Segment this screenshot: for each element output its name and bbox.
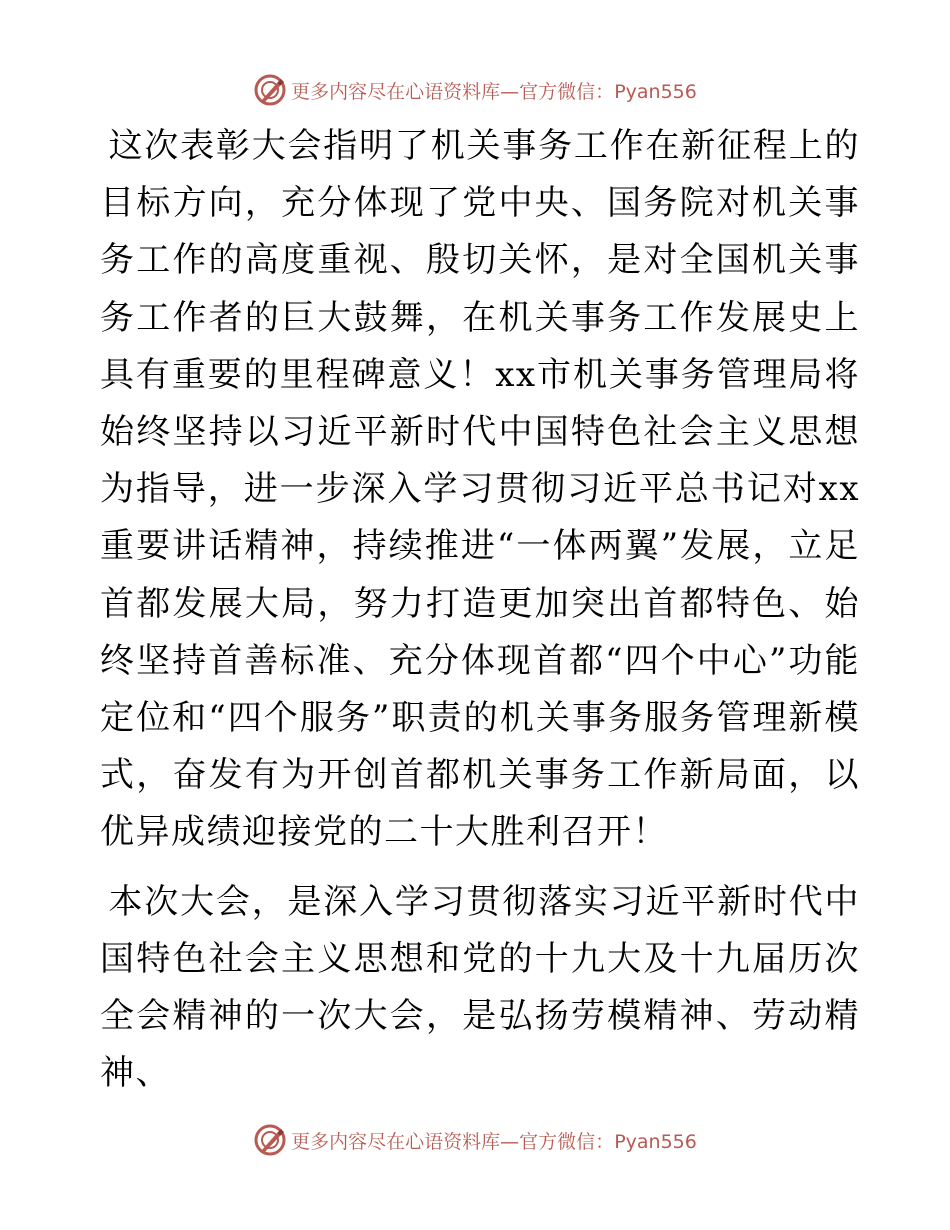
pen-seal-icon	[253, 1123, 287, 1157]
banner-wechat-id: Pyan556	[614, 80, 697, 103]
banner-text	[291, 1127, 697, 1154]
paragraph-1: 这次表彰大会指明了机关事务工作在新征程上的目标方向，充分体现了党中央、国务院对机关事务工作的高度重视、殷切关怀，是对全国机关事务工作者的巨大鼓舞，在机关事务工作发展史上具有重要的里程碑意义！xx市机关事务管理局将始终坚持以习近平新时代中国特色社会主义思想为指导，进一步深入学习贯彻习近平总书记对xx重要讲话精神，持续推进“一体两翼”发展，立足首都发展大局，努力打造更加突出首都特色、始终坚持首善标准、充分体现首都“四个中心”功能定位和“四个服务”职责的机关事务服务管理新模式，奋发有为开创首都机关事务工作新局面，以优异成绩迎接党的二十大胜利召开！	[100, 126, 860, 853]
banner-dash: —	[500, 80, 520, 103]
header-banner	[0, 70, 950, 110]
banner-wechat-id: Pyan556	[614, 1130, 697, 1153]
footer-banner	[0, 1120, 950, 1160]
banner-wechat-label: 官方微信：	[519, 80, 615, 103]
banner-text	[291, 77, 697, 104]
banner-slogan: 更多内容尽在心语资料库	[291, 1130, 501, 1153]
banner-wechat-label: 官方微信：	[519, 1130, 615, 1153]
banner-dash: —	[500, 1130, 520, 1153]
pen-seal-icon	[253, 73, 287, 107]
paragraph-2: 本次大会，是深入学习贯彻落实习近平新时代中国特色社会主义思想和党的十九大及十九届历次全会精神的一次大会，是弘扬劳模精神、劳动精神、	[100, 881, 860, 1094]
document-body	[100, 118, 860, 1102]
banner-slogan: 更多内容尽在心语资料库	[291, 80, 501, 103]
